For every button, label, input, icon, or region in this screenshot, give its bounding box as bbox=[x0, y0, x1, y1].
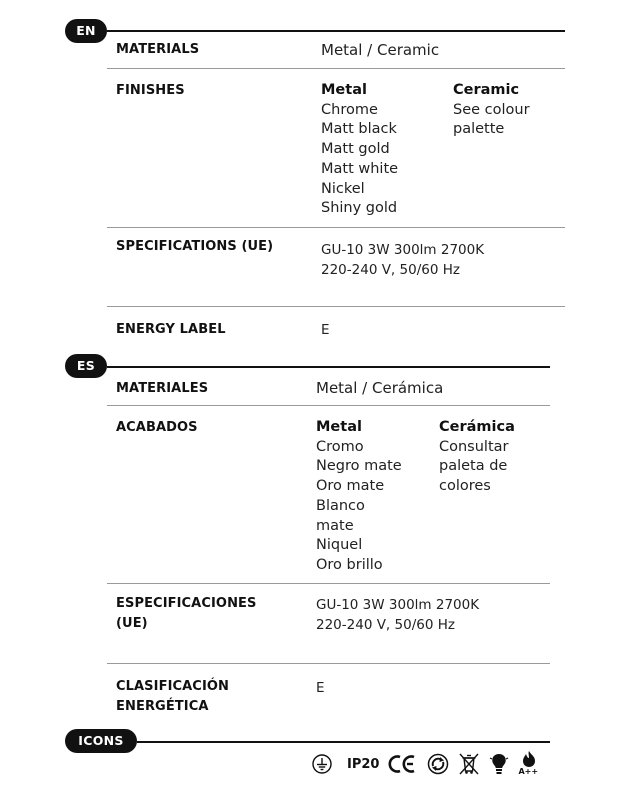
label-line: CLASIFICACIÓN bbox=[116, 679, 230, 694]
section-tag-es: ES bbox=[65, 354, 107, 378]
list-item: Shiny gold bbox=[321, 200, 398, 217]
acabados-metal-list bbox=[316, 418, 402, 576]
materiales-value: Metal / Cerámica bbox=[316, 379, 444, 397]
energy-class-text: A++ bbox=[518, 767, 539, 776]
list-item: mate bbox=[316, 517, 354, 534]
list-item: palette bbox=[453, 121, 505, 138]
ground-symbol-icon bbox=[312, 754, 332, 774]
finishes-ceramic-list bbox=[453, 81, 530, 140]
section-rule-es bbox=[107, 366, 550, 368]
spec-line: GU-10 3W 300lm 2700K bbox=[316, 597, 480, 613]
list-item: Chrome bbox=[321, 101, 378, 118]
list-item: Niquel bbox=[316, 537, 363, 554]
ceramic-header: Ceramic bbox=[453, 82, 520, 98]
divider bbox=[107, 227, 565, 228]
section-rule-en bbox=[107, 30, 565, 32]
ceramic-header: Cerámica bbox=[439, 419, 515, 435]
weee-bin-icon bbox=[458, 752, 480, 776]
metal-header: Metal bbox=[316, 419, 362, 435]
specifications-label: SPECIFICATIONS (UE) bbox=[116, 239, 274, 254]
materials-label: MATERIALS bbox=[116, 42, 200, 57]
section-tag-icons: ICONS bbox=[65, 729, 137, 753]
energy-value: E bbox=[321, 322, 330, 338]
clasificacion-label bbox=[116, 677, 229, 717]
list-item: See colour bbox=[453, 101, 530, 118]
acabados-label: ACABADOS bbox=[116, 420, 198, 435]
section-rule-icons bbox=[137, 741, 550, 743]
divider bbox=[107, 663, 550, 664]
list-item: Blanco bbox=[316, 497, 365, 514]
list-item: Negro mate bbox=[316, 458, 402, 475]
bulb-icon bbox=[489, 752, 509, 776]
divider bbox=[107, 68, 565, 69]
list-item: Consultar bbox=[439, 438, 509, 455]
list-item: Matt gold bbox=[321, 141, 390, 158]
finishes-metal-list bbox=[321, 81, 398, 219]
list-item: Matt black bbox=[321, 121, 397, 138]
ce-mark-icon bbox=[388, 754, 418, 774]
label-line: ESPECIFICACIONES bbox=[116, 596, 257, 611]
list-item: Nickel bbox=[321, 180, 365, 197]
section-tag-en: EN bbox=[65, 19, 107, 43]
metal-header: Metal bbox=[321, 82, 367, 98]
list-item: Oro brillo bbox=[316, 556, 383, 573]
specifications-value bbox=[321, 240, 484, 280]
certification-icons bbox=[312, 751, 549, 777]
label-line: (UE) bbox=[116, 616, 148, 631]
clasificacion-value: E bbox=[316, 680, 325, 696]
spec-line: 220-240 V, 50/60 Hz bbox=[321, 262, 460, 278]
list-item: colores bbox=[439, 478, 491, 495]
list-item: paleta de bbox=[439, 458, 508, 475]
divider bbox=[107, 306, 565, 307]
especificaciones-label bbox=[116, 594, 257, 634]
list-item: Oro mate bbox=[316, 478, 385, 495]
divider bbox=[107, 405, 550, 406]
spec-line: 220-240 V, 50/60 Hz bbox=[316, 617, 455, 633]
materials-value: Metal / Ceramic bbox=[321, 41, 440, 59]
finishes-label: FINISHES bbox=[116, 83, 185, 98]
label-line: ENERGÉTICA bbox=[116, 699, 209, 714]
list-item: Matt white bbox=[321, 160, 399, 177]
energy-class-icon bbox=[518, 750, 540, 778]
ip20-label: IP20 bbox=[347, 756, 380, 772]
materiales-label: MATERIALES bbox=[116, 381, 209, 396]
energy-label: ENERGY LABEL bbox=[116, 322, 226, 337]
spec-line: GU-10 3W 300lm 2700K bbox=[321, 242, 485, 258]
acabados-ceramic-list bbox=[439, 418, 515, 497]
list-item: Cromo bbox=[316, 438, 364, 455]
especificaciones-value bbox=[316, 595, 479, 635]
recycle-icon bbox=[427, 753, 449, 775]
divider bbox=[107, 583, 550, 584]
